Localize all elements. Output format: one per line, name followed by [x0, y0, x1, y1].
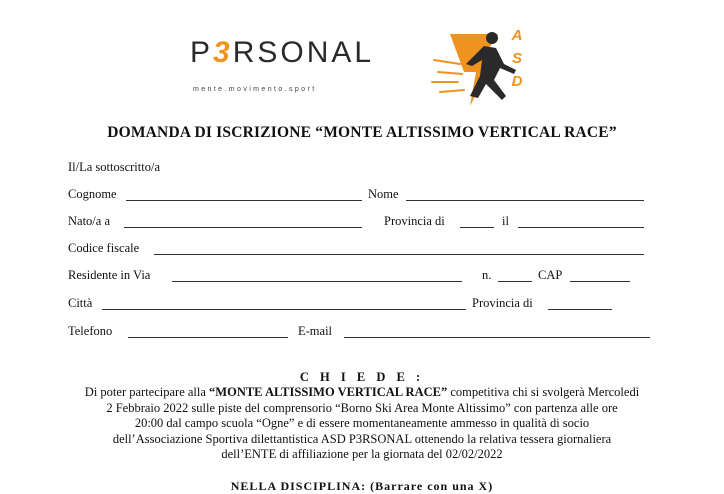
form-title: DOMANDA DI ISCRIZIONE “MONTE ALTISSIMO VERTICAL RACE”: [107, 124, 617, 141]
data-nascita-label: il: [502, 214, 509, 228]
provincia-residenza-field[interactable]: [548, 309, 612, 310]
asd-letter-d: D: [511, 73, 523, 90]
asd-letter-a: A: [511, 27, 523, 44]
logo-tagline: mente.movimento.sport: [193, 86, 317, 93]
nato-label: Nato/a a: [68, 214, 110, 228]
codice-fiscale-field[interactable]: [154, 254, 644, 255]
cognome-label: Cognome: [68, 187, 117, 201]
asd-label: [506, 24, 528, 93]
provincia-nascita-field[interactable]: [460, 227, 494, 228]
request-text-2: competitiva chi si svolgerà Mercoledì: [447, 385, 640, 399]
email-label: E-mail: [298, 324, 333, 338]
disciplina-heading: NELLA DISCIPLINA: (Barrare con una X): [230, 479, 494, 493]
via-field[interactable]: [172, 281, 462, 282]
event-name: “MONTE ALTISSIMO VERTICAL RACE”: [209, 385, 448, 399]
request-paragraph: [22, 385, 702, 463]
request-line-5: dell’ENTE di affiliazione per la giornata del 02/02/2022: [221, 447, 503, 462]
request-line-1: [22, 385, 702, 401]
logo-text-pre: P: [190, 36, 214, 69]
cap-label: CAP: [538, 268, 563, 282]
logo-bolt: 3: [213, 36, 233, 69]
provincia-residenza-label: Provincia di: [472, 296, 533, 310]
intro-label: Il/La sottoscritto/a: [68, 160, 160, 174]
telefono-label: Telefono: [68, 324, 113, 338]
cognome-field[interactable]: [126, 200, 362, 201]
cap-field[interactable]: [570, 281, 630, 282]
telefono-field[interactable]: [128, 337, 288, 338]
citta-label: Città: [68, 296, 93, 310]
chiede-heading: C H I E D E :: [299, 370, 425, 384]
provincia-nascita-label: Provincia di: [384, 214, 445, 228]
numero-field[interactable]: [498, 281, 532, 282]
residente-label: Residente in Via: [68, 268, 151, 282]
brand-logo: [190, 36, 374, 70]
nome-label: Nome: [368, 187, 399, 201]
request-text-1: Di poter partecipare alla: [84, 385, 210, 399]
request-line-4: dell’Associazione Sportiva dilettantistica ASD P3RSONAL ottenendo la relativa tessera giornaliera: [112, 431, 612, 446]
data-nascita-field[interactable]: [518, 227, 644, 228]
luogo-nascita-field[interactable]: [124, 227, 362, 228]
asd-letter-s: S: [511, 50, 522, 67]
citta-field[interactable]: [102, 309, 466, 310]
request-line-2: 2 Febbraio 2022 sulle piste del comprensorio “Borno Ski Area Monte Altissimo” con partenza alle ore: [106, 400, 618, 415]
request-line-3: 20:00 dal campo scuola “Ogne” e di essere momentaneamente ammesso in qualità di socio: [134, 416, 590, 431]
numero-label: n.: [482, 268, 492, 282]
logo-text-post: RSONAL: [232, 36, 375, 69]
nome-field[interactable]: [406, 200, 644, 201]
codice-fiscale-label: Codice fiscale: [68, 241, 140, 255]
email-field[interactable]: [344, 337, 650, 338]
